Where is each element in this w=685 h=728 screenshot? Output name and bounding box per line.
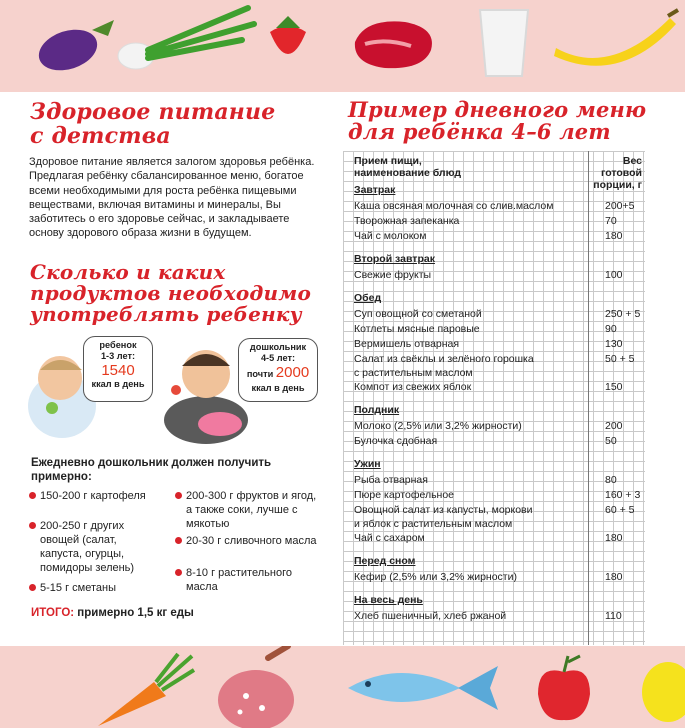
menu-item-row bbox=[354, 434, 644, 448]
portion-weight: 180 bbox=[605, 230, 623, 242]
bubble-label: ребенок 1-3 лет: bbox=[99, 340, 137, 361]
section-name: Обед bbox=[354, 292, 382, 304]
dish-name: Суп овощной со сметаной bbox=[354, 308, 482, 320]
lemon-icon bbox=[630, 654, 685, 724]
list-item: 20-30 г сливочного масла bbox=[186, 534, 320, 548]
section-name: На весь день bbox=[354, 594, 423, 606]
milk-glass-icon bbox=[474, 4, 534, 80]
green-onion-icon bbox=[108, 0, 258, 80]
menu-item-row bbox=[354, 488, 644, 502]
menu-item-row bbox=[354, 199, 644, 213]
menu-item-row bbox=[354, 503, 644, 531]
how-much-title: Сколько и каких продуктов необходимо употреблять ребенку bbox=[30, 260, 312, 326]
calorie-value: 1540 bbox=[101, 362, 135, 379]
dish-name: Хлеб пшеничный, хлеб ржаной bbox=[354, 610, 507, 622]
menu-item-row bbox=[354, 570, 644, 584]
list-item: 200-300 г фруктов и ягод, а также соки, лучше с мякотью bbox=[186, 489, 320, 531]
menu-item-row bbox=[354, 214, 644, 228]
menu-item-row bbox=[354, 352, 644, 380]
dish-name: Пюре картофельное bbox=[354, 489, 455, 501]
dish-name: Салат из свёклы и зелёного горошка с растительным маслом bbox=[354, 353, 534, 379]
section-name: Ужин bbox=[354, 458, 381, 470]
header-weight: Вес готовой порции, г bbox=[593, 155, 642, 191]
dish-name: Булочка сдобная bbox=[354, 435, 438, 447]
menu-item-row bbox=[354, 229, 644, 243]
dish-name: Овощной салат из капусты, моркови и яблок с растительным маслом bbox=[354, 504, 533, 530]
portion-weight: 50 + 5 bbox=[605, 353, 635, 365]
menu-item-row bbox=[354, 322, 644, 336]
section-name: Полдник bbox=[354, 404, 400, 416]
calorie-bubble-preschooler bbox=[238, 338, 318, 402]
menu-section-row bbox=[354, 554, 644, 568]
dish-name: Творожная запеканка bbox=[354, 215, 460, 227]
calorie-prefix: почти bbox=[246, 369, 274, 379]
total-label: ИТОГО: bbox=[31, 607, 75, 619]
meat-steak-icon bbox=[345, 12, 445, 76]
dish-name: Чай с сахаром bbox=[354, 532, 425, 544]
portion-weight: 110 bbox=[605, 610, 622, 622]
eggplant-icon bbox=[22, 8, 120, 80]
portion-weight: 80 bbox=[605, 474, 617, 486]
menu-item-row bbox=[354, 380, 644, 394]
portion-weight: 160 + 3 bbox=[605, 489, 641, 501]
bubble-label: дошкольник 4-5 лет: bbox=[249, 342, 307, 363]
calorie-unit: ккал в день bbox=[91, 379, 145, 389]
sausage-icon bbox=[210, 646, 302, 728]
healthy-eating-title: Здоровое питание с детства bbox=[30, 99, 276, 149]
dish-name: Рыба отварная bbox=[354, 474, 428, 486]
dish-name: Молоко (2,5% или 3,2% жирности) bbox=[354, 420, 522, 432]
menu-section-row bbox=[354, 593, 644, 607]
menu-item-row bbox=[354, 473, 644, 487]
daily-needs-heading: Ежедневно дошкольник должен получить примерно: bbox=[31, 457, 272, 483]
calorie-value: 2000 bbox=[275, 364, 310, 381]
dish-name: Вермишель отварная bbox=[354, 338, 460, 350]
portion-weight: 200+5 bbox=[605, 200, 635, 212]
strawberry-icon bbox=[262, 10, 314, 72]
list-item: 8-10 г растительного масла bbox=[186, 566, 320, 594]
portion-weight: 200 bbox=[605, 420, 623, 432]
carrot-icon bbox=[94, 652, 196, 728]
list-item: 5-15 г сметаны bbox=[40, 581, 160, 595]
section-name: Перед сном bbox=[354, 555, 416, 567]
menu-title: Пример дневного меню для ребёнка 4–6 лет bbox=[348, 97, 647, 144]
section-name: Второй завтрак bbox=[354, 253, 435, 265]
preschooler-photo bbox=[160, 334, 250, 444]
dish-name: Свежие фрукты bbox=[354, 269, 432, 281]
total-text: примерно 1,5 кг еды bbox=[77, 607, 194, 619]
portion-weight: 60 + 5 bbox=[605, 504, 635, 516]
dish-name: Чай с молоком bbox=[354, 230, 427, 242]
menu-item-row bbox=[354, 609, 644, 623]
menu-section-row bbox=[354, 291, 644, 305]
dish-name: Каша овсяная молочная со слив.маслом bbox=[354, 200, 554, 212]
menu-section-row bbox=[354, 183, 644, 197]
menu-section-row bbox=[354, 403, 644, 417]
total-line bbox=[31, 607, 194, 619]
portion-weight: 180 bbox=[605, 532, 623, 544]
fish-icon bbox=[340, 658, 504, 714]
intro-paragraph: Здоровое питание является залогом здоровья ребёнка. Предлагая ребёнку сбалансированное меню, богатое всеми необходимыми для роста ребёнка пищевыми веществами, включая витамины и минералы, Вы заботитесь о его здоровье сейчас, и закладываете основу здорового образа жизни в будущем. bbox=[29, 156, 315, 240]
section-name: Завтрак bbox=[354, 184, 396, 196]
header-dish: Прием пищи, наименование блюд bbox=[354, 155, 462, 179]
dish-name: Кефир (2,5% или 3,2% жирности) bbox=[354, 571, 517, 583]
dish-name: Котлеты мясные паровые bbox=[354, 323, 480, 335]
dish-name: Компот из свежих яблок bbox=[354, 381, 472, 393]
menu-section-row bbox=[354, 252, 644, 266]
calorie-bubble-toddler bbox=[83, 336, 153, 402]
portion-weight: 70 bbox=[605, 215, 617, 227]
list-item: 200-250 г других овощей (салат, капуста, огурцы, помидоры зелень) bbox=[40, 519, 160, 575]
apple-icon bbox=[534, 654, 594, 724]
menu-item-row bbox=[354, 337, 644, 351]
menu-section-row bbox=[354, 457, 644, 471]
menu-item-row bbox=[354, 307, 644, 321]
list-item: 150-200 г картофеля bbox=[40, 489, 160, 503]
portion-weight: 250 + 5 bbox=[605, 308, 641, 320]
menu-item-row bbox=[354, 531, 644, 545]
portion-weight: 90 bbox=[605, 323, 617, 335]
portion-weight: 100 bbox=[605, 269, 623, 281]
calorie-unit: ккал в день bbox=[251, 383, 305, 393]
portion-weight: 130 bbox=[605, 338, 623, 350]
menu-item-row bbox=[354, 268, 644, 282]
menu-item-row bbox=[354, 419, 644, 433]
portion-weight: 50 bbox=[605, 435, 617, 447]
banana-icon bbox=[550, 8, 682, 72]
portion-weight: 150 bbox=[605, 381, 623, 393]
portion-weight: 180 bbox=[605, 571, 623, 583]
